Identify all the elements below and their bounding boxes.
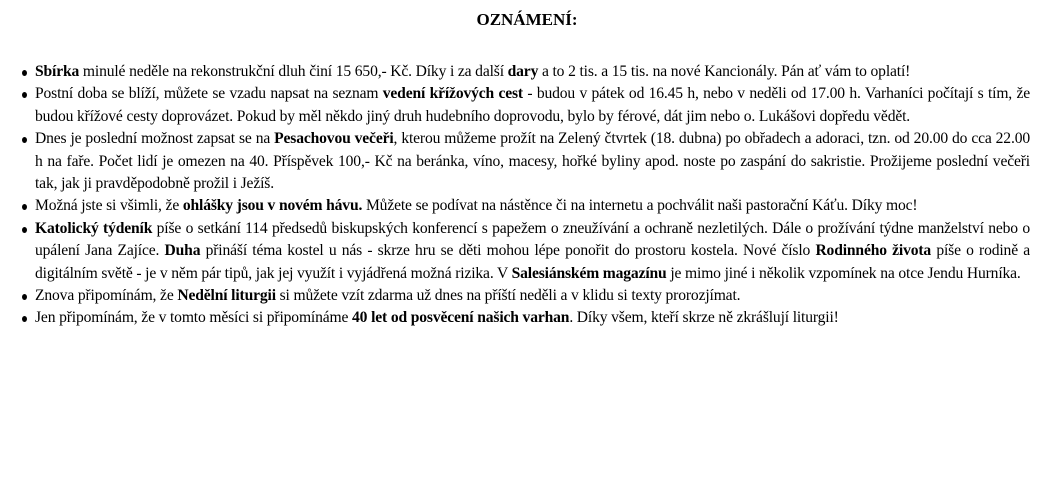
announcement-text: minulé neděle na rekonstrukční dluh činí 15 650,- Kč. Díky i za další <box>79 63 508 80</box>
announcement-text: Možná jste si všimli, že <box>35 197 183 215</box>
announcement-text: , kterou můžeme prožít na Zelený čtvrtek (18. dubna) po obřadech a adoraci, tzn. od 20.00 do cca 22.00 h na faře. Počet lidí je omezen na 40. Příspěvek 100,- Kč na beránka, víno, macesy, hořké byliny apod. noste po zaspání do sakristie. Prožijeme poslední večeři tak, jak ji pravděpodobně prožil i Ježíš. <box>35 130 1030 193</box>
announcement-item <box>35 307 1030 329</box>
highlighted-text: Pesachovou večeři <box>274 130 394 148</box>
announcement-text: píše o setkání 114 předsedů biskupských konferencí s papežem o zneužívání a ochraně nezletilých. Dále o prožívání týdne manželství nebo o upálení Jana Zajíce. <box>35 219 1030 260</box>
highlighted-text: Rodinného života <box>815 242 932 260</box>
announcement-item <box>35 61 1030 83</box>
highlighted-text: Salesiánském magazínu <box>511 264 667 282</box>
announcement-text: a to 2 tis. a 15 tis. na nové Kancionály. Pán ať vám to oplatí! <box>538 63 911 80</box>
announcement-list <box>35 61 1030 330</box>
highlighted-text: ohlášky jsou v novém hávu. <box>182 197 363 215</box>
announcement-text: - budou v pátek od 16.45 h, nebo v neděli od 17.00 h. Varhaníci počítají s tím, že budou křížové cesty doprovázet. Pokud by měl někdo jiný druh hudebního doprovodu, bylo by férové, dát jim nebo o. Lukášovi dopředu vědět. <box>35 85 1030 125</box>
announcement-text: Postní doba se blíží, můžete se vzadu napsat na seznam <box>35 85 383 103</box>
highlighted-text: vedení křížových cest <box>382 85 523 103</box>
announcement-text: píše o rodině a digitálním světě - je v něm pár tipů, jak jej využít i vyjádřená možná rizika. V <box>35 242 1030 282</box>
announcement-text: je mimo jiné i několik vzpomínek na otce Jendu Hurníka. <box>666 264 1021 282</box>
page-title: OZNÁMENÍ: <box>476 10 578 29</box>
announcement-text: Znova připomínám, že <box>35 287 178 305</box>
announcement-text: . Díky všem, kteří skrze ně zkrášlují liturgii! <box>569 309 839 327</box>
announcement-text: Jen připomínám, že v tomto měsíci si připomínáme <box>35 309 353 327</box>
announcement-item <box>35 83 1030 128</box>
announcement-item <box>35 195 1030 217</box>
highlighted-text: Sbírka <box>35 63 80 80</box>
announcement-item <box>35 128 1030 195</box>
highlighted-text: 40 let od posvěcení našich varhan <box>352 309 570 327</box>
highlighted-text: Katolický týdeník <box>35 219 153 237</box>
announcement-text: si můžete vzít zdarma už dnes na příští neděli a v klidu si texty prorozjímat. <box>275 287 741 305</box>
announcement-item <box>35 285 1030 307</box>
highlighted-text: dary <box>507 63 539 80</box>
highlighted-text: Duha <box>164 242 201 260</box>
announcement-text: Dnes je poslední možnost zapsat se na <box>35 130 275 148</box>
announcement-text: přináší téma kostel u nás - skrze hru se děti mohou lépe ponořit do prostoru kostela. Nové číslo <box>200 242 816 260</box>
announcement-item <box>35 218 1030 285</box>
announcement-text: Můžete se podívat na nástěnce či na internetu a pochválit naši pastorační Káťu. Díky moc! <box>362 197 918 215</box>
highlighted-text: Nedělní liturgii <box>177 287 276 305</box>
